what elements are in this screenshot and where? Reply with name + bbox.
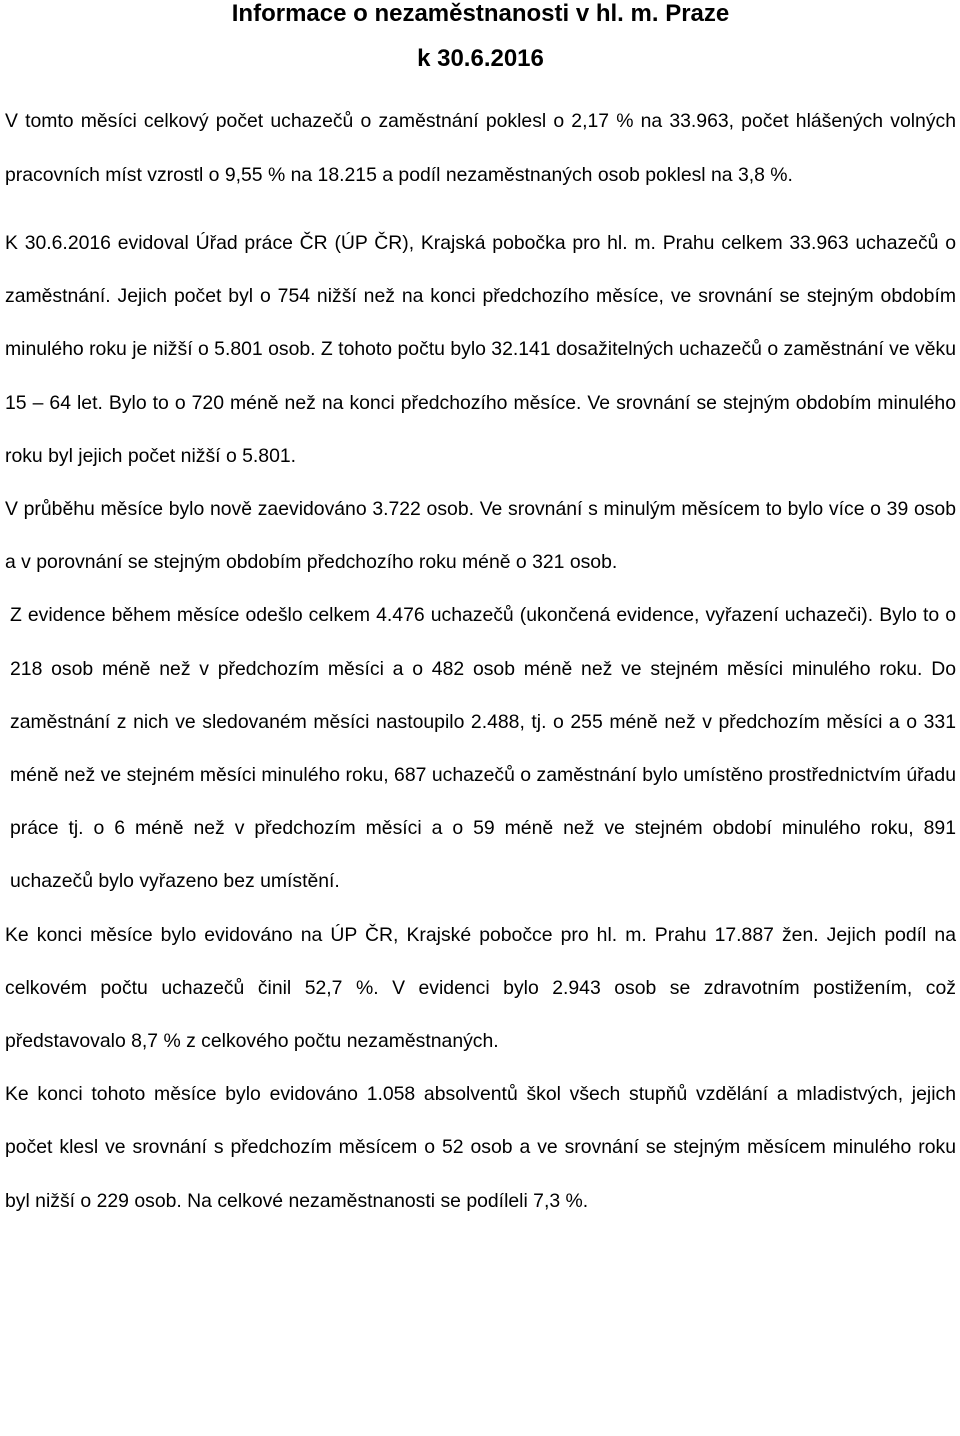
document-date-subtitle: k 30.6.2016 [417, 45, 544, 72]
paragraph-new-registrations: V průběhu měsíce bylo nově zaevidováno 3.722 osob. Ve srovnání s minulým měsícem to bylo více o 39 osob a v porovnání se stejným obdobím předchozího roku méně o 321 osob. [5, 498, 956, 574]
paragraph-departures: Z evidence během měsíce odešlo celkem 4.476 uchazečů (ukončená evidence, vyřazení uchazeči). Bylo to o 218 osob méně než v předchozím měsíci a o 482 osob méně než ve stejném měsíci minulého roku. Do zaměstnání z nich ve sledovaném měsíci nastoupilo 2.488, tj. o 255 méně než v předchozím měsíci a o 331 méně než ve stejném měsíci minulého roku, 687 uchazečů o zaměstnání bylo umístěno prostřednictvím úřadu práce tj. o 6 méně než v předchozím měsíci a o 59 méně než ve stejném období minulého roku, 891 uchazečů bylo vyřazeno bez umístění. [10, 604, 956, 893]
document-body [5, 95, 956, 1228]
document-title: Informace o nezaměstnanosti v hl. m. Praze [231, 0, 730, 27]
paragraph-graduates: Ke konci tohoto měsíce bylo evidováno 1.058 absolventů škol všech stupňů vzdělání a mladistvých, jejich počet klesl ve srovnání s předchozím měsícem o 52 osob a ve srovnání se stejným měsícem minulého roku byl nižší o 229 osob. Na celkové nezaměstnanosti se podíleli 7,3 %. [5, 1083, 956, 1212]
paragraph-summary: V tomto měsíci celkový počet uchazečů o zaměstnání poklesl o 2,17 % na 33.963, počet hlášených volných pracovních míst vzrostl o 9,55 % na 18.215 a podíl nezaměstnaných osob poklesl na 3,8 %. [5, 110, 956, 186]
paragraph-job-seekers: K 30.6.2016 evidoval Úřad práce ČR (ÚP ČR), Krajská pobočka pro hl. m. Prahu celkem 33.963 uchazečů o zaměstnání. Jejich počet byl o 754 nižší než na konci předchozího měsíce, ve srovnání se stejným obdobím minulého roku je nižší o 5.801 osob. Z tohoto počtu bylo 32.141 dosažitelných uchazečů o zaměstnání ve věku 15 – 64 let. Bylo to o 720 méně než na konci předchozího měsíce. Ve srovnání se stejným obdobím minulého roku byl jejich počet nižší o 5.801. [5, 232, 956, 467]
paragraph-women-disabled: Ke konci měsíce bylo evidováno na ÚP ČR, Krajské pobočce pro hl. m. Prahu 17.887 žen. Jejich podíl na celkovém počtu uchazečů činil 52,7 %. V evidenci bylo 2.943 osob se zdravotním postižením, což představovalo 8,7 % z celkového počtu nezaměstnaných. [5, 923, 956, 1053]
